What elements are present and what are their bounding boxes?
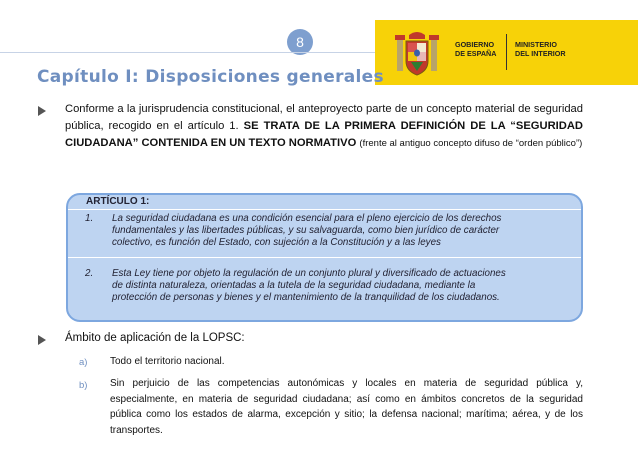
- article-item-number: 1.: [85, 213, 94, 224]
- article-divider: [68, 257, 581, 258]
- article-line: colectivo, es función del Estado, con sujeción a la Constitución y a las leyes: [112, 237, 441, 248]
- slide-number-badge: 8: [287, 29, 313, 55]
- bullet-paragraph: [65, 101, 583, 152]
- article-line: de distinta naturaleza, orientadas a la tutela de la seguridad ciudadana, mediante la: [112, 280, 476, 291]
- article-line: protección de personas y bienes y el mantenimiento de la tranquilidad de los ciudadanos.: [112, 292, 500, 303]
- paragraph-note: (frente al antiguo concepto difuso de “orden público”): [359, 138, 583, 149]
- sub-item-letter: a): [79, 357, 88, 368]
- article-line: Esta Ley tiene por objeto la regulación de un conjunto plural y diversificado de actuaciones: [112, 268, 506, 279]
- paragraph-emphasis: SE TRATA DE LA PRIMERA DEFINICIÓN DE LA “SEGURIDAD CIUDADANA” CONTENIDA EN UN TEXTO NORMATIVO: [65, 120, 583, 149]
- arrow-bullet-icon: [38, 335, 46, 345]
- ministry-name: MINISTERIO DEL INTERIOR: [515, 40, 566, 58]
- header-divider: [0, 52, 375, 53]
- sub-item-letter: b): [79, 380, 88, 391]
- sub-item-text: Todo el territorio nacional.: [110, 356, 225, 367]
- article-box: [66, 193, 583, 322]
- sub-item-text: Sin perjuicio de las competencias autonómicas y locales en materia de seguridad pública y, especialmente, en materia de seguridad ciudadana; así como en ámbitos concretos de la seguridad pública como los estados de alarma, excepción y sitio; la defensa nacional; marítima; aérea, y de los transportes.: [110, 378, 583, 436]
- paragraph-text: Conforme a la jurisprudencia constitucional, el anteproyecto parte de un concepto material de seguridad pública, recogido en el artículo 1.: [65, 103, 583, 132]
- article-divider: [68, 209, 581, 210]
- scope-heading: Ámbito de aplicación de la LOPSC:: [65, 332, 245, 344]
- article-item-number: 2.: [85, 268, 94, 279]
- coat-of-arms-icon: [395, 29, 439, 77]
- chapter-title: Capítulo I: Disposiciones generales: [37, 67, 384, 87]
- article-line: La seguridad ciudadana es una condición esencial para el pleno ejercicio de los derechos: [112, 213, 502, 224]
- article-item-text: [112, 213, 572, 249]
- government-name: GOBIERNO DE ESPAÑA: [455, 40, 497, 58]
- article-item-text: [112, 268, 572, 304]
- banner-divider: [506, 34, 507, 70]
- article-line: fundamentales y las libertades públicas, y su salvaguarda, como bien jurídico de carácter: [112, 225, 500, 236]
- article-heading: ARTÍCULO 1:: [86, 196, 150, 207]
- government-banner: [375, 20, 638, 85]
- arrow-bullet-icon: [38, 106, 46, 116]
